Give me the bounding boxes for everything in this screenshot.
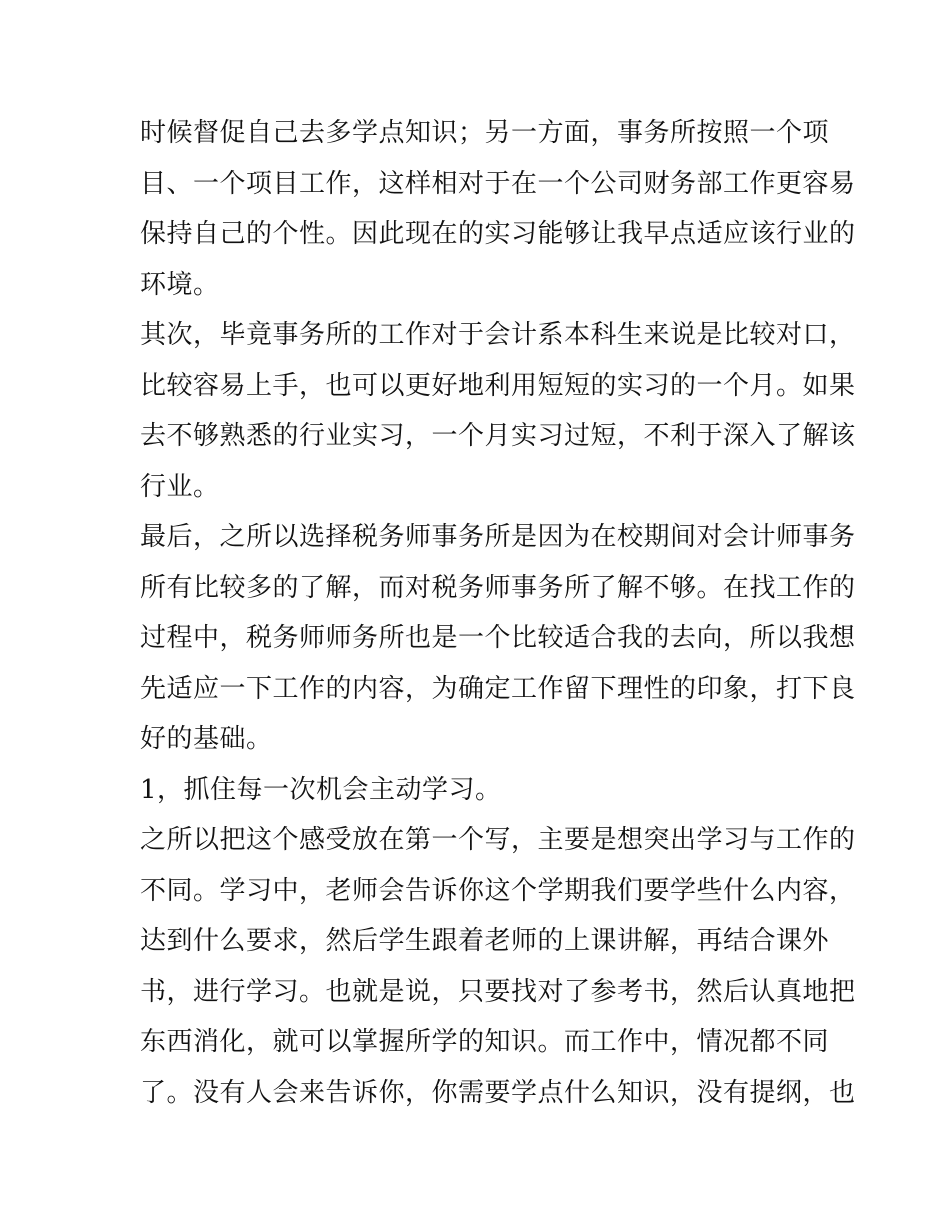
text-line: 目、一个项目工作，这样相对于在一个公司财务部工作更容易	[140, 168, 856, 199]
text-line: 所有比较多的了解，而对税务师事务所了解不够。在找工作的	[140, 572, 856, 603]
numbered-heading: 1，抓住每一次机会主动学习。	[140, 774, 502, 805]
text-line: 先适应一下工作的内容，为确定工作留下理性的印象，打下良	[140, 673, 856, 704]
document-body	[140, 108, 856, 1118]
text-line: 之所以把这个感受放在第一个写，主要是想突出学习与工作的	[140, 825, 856, 855]
text-line: 好的基础。	[140, 724, 273, 754]
text-line: 不同。学习中，老师会告诉你这个学期我们要学些什么内容，	[140, 875, 856, 906]
text-line: 最后，之所以选择税务师事务所是因为在校期间对会计师事务	[140, 522, 856, 552]
text-line: 了。没有人会来告诉你，你需要学点什么知识，没有提纲，也	[140, 1077, 856, 1108]
text-line: 东西消化，就可以掌握所学的知识。而工作中，情况都不同	[140, 1027, 830, 1057]
text-line: 时候督促自己去多学点知识；另一方面，事务所按照一个项	[140, 118, 830, 148]
text-line: 去不够熟悉的行业实习，一个月实习过短，不利于深入了解该	[140, 421, 856, 451]
text-line: 达到什么要求，然后学生跟着老师的上课讲解，再结合课外	[140, 926, 830, 956]
text-line: 保持自己的个性。因此现在的实习能够让我早点适应该行业的	[140, 219, 856, 249]
text-line: 行业。	[140, 471, 220, 502]
text-line: 过程中，税务师师务所也是一个比较适合我的去向，所以我想	[140, 623, 856, 653]
text-line: 书，进行学习。也就是说，只要找对了参考书，然后认真地把	[140, 976, 856, 1007]
text-line: 环境。	[140, 269, 220, 300]
text-line: 其次，毕竟事务所的工作对于会计系本科生来说是比较对口，	[140, 320, 856, 350]
text-line: 比较容易上手，也可以更好地利用短短的实习的一个月。如果	[140, 370, 856, 401]
